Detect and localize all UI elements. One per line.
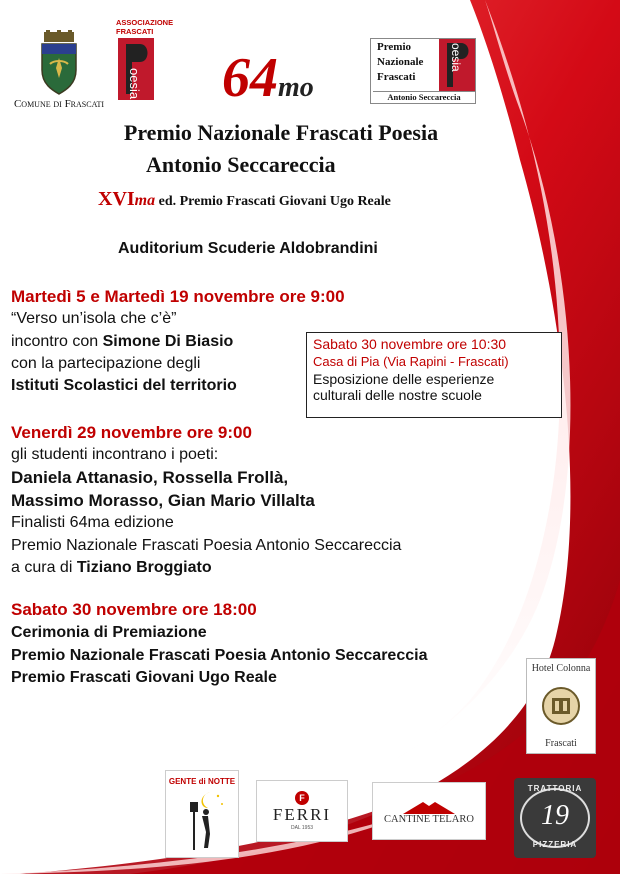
event1-line2: [11, 333, 233, 351]
trattoria-label: TRATTORIA: [527, 784, 583, 793]
event3-line2: Premio Nazionale Frascati Poesia Antonio Seccareccia: [11, 647, 428, 664]
sponsor-trattoria-19: [514, 778, 596, 858]
boxed-event-line2: culturali delle nostre scuole: [313, 387, 482, 403]
boxed-event-line1: Esposizione delle esperienze: [313, 371, 495, 387]
volcano-icon: [399, 798, 459, 814]
boxed-event-date: Sabato 30 novembre ore 10:30: [313, 336, 507, 352]
subtitle-ma: ma: [134, 192, 156, 209]
event1-date: Martedì 5 e Martedì 19 novembre ore 9:00: [11, 287, 345, 306]
event2-line3: Massimo Morasso, Gian Mario Villalta: [11, 491, 315, 510]
comune-label: Comune di Frascati: [13, 98, 105, 110]
street-lamp-icon: [172, 786, 232, 852]
event1-speaker: Simone Di Biasio: [102, 333, 234, 350]
event1-line3: con la partecipazione degli: [11, 355, 201, 372]
venue: Auditorium Scuderie Aldobrandini: [118, 240, 378, 257]
cantine-telaro-name: CANTINE TELARO: [384, 813, 474, 825]
event2-line6-text: a cura di: [11, 559, 77, 576]
sponsor-hotel-colonna: [526, 658, 596, 754]
subtitle-rest: ed. Premio Frascati Giovani Ugo Reale: [155, 194, 391, 209]
edition-number-digits: 64: [222, 47, 278, 109]
premio-logo: [370, 38, 476, 104]
premio-logo-line1: Premio: [377, 41, 412, 53]
event3-line1: Cerimonia di Premiazione: [11, 624, 207, 641]
comune-logo: [10, 30, 108, 114]
hotel-colonna-city: Frascati: [545, 738, 577, 749]
event2-line6: [11, 559, 212, 577]
boxed-event-place: Casa di Pia (Via Rapini - Frascati): [313, 354, 509, 369]
trattoria-number: 19: [541, 800, 569, 831]
subtitle: [98, 188, 391, 211]
event2-line1: gli studenti incontrano i poeti:: [11, 446, 219, 463]
crest-icon: [36, 30, 82, 96]
ferri-since: DAL 1953: [290, 825, 314, 831]
edition-number: [222, 46, 314, 110]
premio-logo-bottom: Antonio Seccareccia: [373, 91, 475, 102]
sponsor-ferri: [256, 780, 348, 842]
event3-line3: Premio Frascati Giovani Ugo Reale: [11, 669, 277, 686]
sponsor-cantine-telaro: [372, 782, 486, 840]
event3-date: Sabato 30 novembre ore 18:00: [11, 600, 257, 619]
premio-logo-side-text: oesia: [449, 43, 463, 72]
hotel-colonna-name: Hotel Colonna: [531, 663, 591, 674]
title-line2: Antonio Seccareccia: [146, 152, 336, 177]
assoc-poesia-text: oesia: [127, 68, 142, 100]
assoc-line1: ASSOCIAZIONE: [116, 18, 174, 27]
title-line1: Premio Nazionale Frascati Poesia: [123, 120, 439, 145]
event2-line2: Daniela Attanasio, Rossella Frollà,: [11, 468, 289, 487]
assoc-line2: FRASCATI: [116, 27, 154, 36]
edition-number-suffix: mo: [278, 72, 314, 103]
gente-di-notte-name: GENTE di NOTTE: [168, 777, 236, 786]
event1-line4: Istituti Scolastici del territorio: [11, 377, 237, 394]
sponsor-gente-di-notte: [165, 770, 239, 858]
event2-line5: Premio Nazionale Frascati Poesia Antonio Seccareccia: [11, 537, 402, 554]
ferri-name: FERRI: [272, 805, 332, 824]
pizzeria-label: PIZZERIA: [532, 840, 578, 849]
event1-line2-text: incontro con: [11, 333, 103, 350]
premio-logo-line2: Nazionale: [377, 56, 424, 68]
event2-curator: Tiziano Broggiato: [76, 559, 212, 576]
boxed-event: [306, 332, 562, 418]
premio-logo-line3: Frascati: [377, 71, 416, 83]
subtitle-roman: XVI: [98, 188, 135, 210]
event2-date: Venerdì 29 novembre ore 9:00: [11, 423, 252, 442]
associazione-logo: [116, 18, 178, 102]
hotel-crest-icon: [541, 686, 581, 726]
event1-line1: “Verso un’isola che c’è”: [11, 310, 177, 327]
event2-line4: Finalisti 64ma edizione: [11, 514, 174, 531]
ferri-badge-icon: F: [295, 791, 309, 805]
